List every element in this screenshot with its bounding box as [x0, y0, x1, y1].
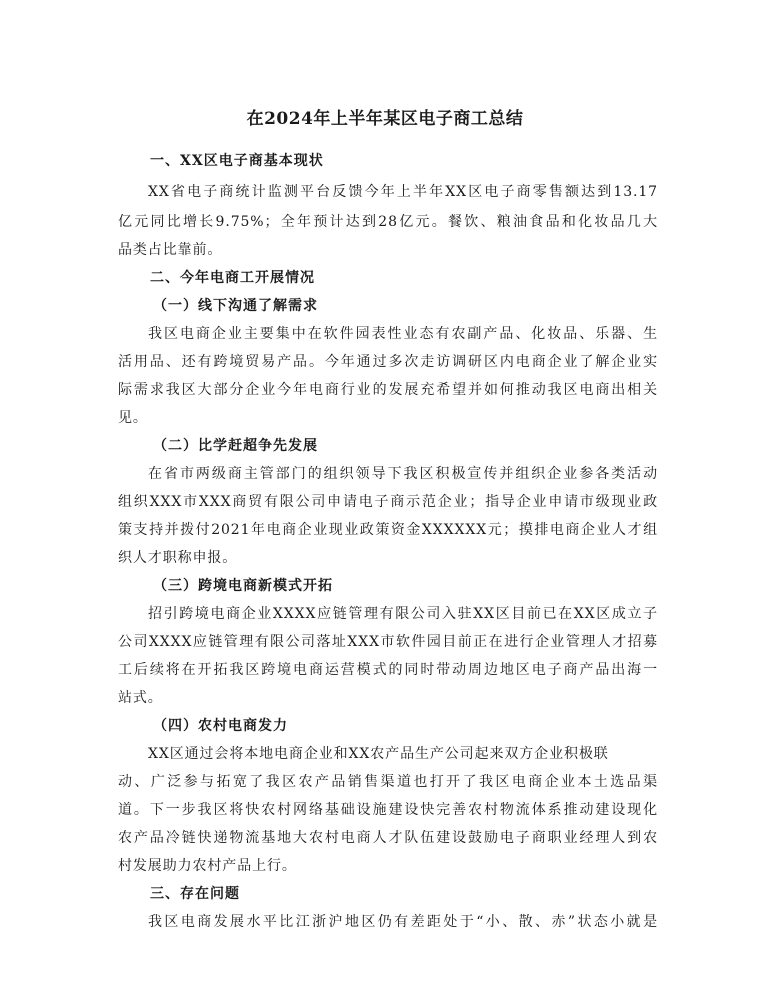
- subsection-2-line-2: 组织XXX市XXX商贸有限公司申请电子商示范企业；指导企业申请市级现业政: [118, 494, 658, 510]
- section-1-heading: 一、XX区电子商基本现状: [150, 153, 324, 169]
- section-1-line-1: XX省电子商统计监测平台反馈今年上半年XX区电子商零售额达到13.17: [148, 184, 658, 200]
- section-2-heading: 二、今年电商工开展情况: [150, 270, 315, 286]
- subsection-1-heading: （一）线下沟通了解需求: [153, 298, 318, 314]
- subsection-3-line-2: 公司XXXX应链管理有限公司落址XXX市软件园目前正在进行企业管理人才招募: [118, 634, 658, 650]
- section-1-line-2: 亿元同比增长9.75%；全年预计达到28亿元。餐饮、粮油食品和化妆品几大: [118, 214, 658, 230]
- subsection-1-line-1: 我区电商企业主要集中在软件园表性业态有农副产品、化妆品、乐器、生: [148, 326, 658, 342]
- subsection-1-line-4: 见。: [118, 410, 148, 426]
- subsection-4-line-5: 村发展助力农村产品上行。: [118, 858, 297, 874]
- subsection-3-line-1: 招引跨境电商企业XXXX应链管理有限公司入驻XX区目前已在XX区成立子: [148, 606, 658, 622]
- document-title: 在2024年上半年某区电子商工总结: [246, 109, 524, 129]
- subsection-4-line-3: 道。下一步我区将快农村网络基础设施建设快完善农村物流体系推动建设现化: [118, 802, 658, 818]
- subsection-1-line-2: 活用品、还有跨境贸易产品。今年通过多次走访调研区内电商企业了解企业实: [118, 354, 658, 370]
- subsection-4-line-2: 动、广泛参与拓宽了我区农产品销售渠道也打开了我区电商企业本土选品渠: [118, 774, 658, 790]
- subsection-4-line-1: XX区通过会将本地电商企业和XX农产品生产公司起来双方企业积极联: [148, 746, 609, 762]
- subsection-3-heading: （三）跨境电商新模式开拓: [153, 578, 333, 594]
- subsection-2-line-4: 织人才职称申报。: [118, 550, 238, 566]
- subsection-4-line-4: 农产品冷链快递物流基地大农村电商人才队伍建设鼓励电子商职业经理人到农: [118, 830, 658, 846]
- subsection-2-line-3: 策支持并拨付2021年电商企业现业政策资金XXXXXX元；摸排电商企业人才组: [118, 522, 658, 538]
- subsection-3-line-3: 工后续将在开拓我区跨境电商运营模式的同时带动周边地区电子商产品出海一: [118, 662, 658, 678]
- section-3-line-1: 我区电商发展水平比江浙沪地区仍有差距处于“小、散、赤”状态小就是: [148, 914, 658, 930]
- subsection-1-line-3: 际需求我区大部分企业今年电商行业的发展充希望并如何推动我区电商出相关: [118, 382, 658, 398]
- subsection-3-line-4: 站式。: [118, 690, 163, 706]
- subsection-2-heading: （二）比学赶超争先发展: [153, 438, 318, 454]
- section-3-heading: 三、存在问题: [150, 886, 240, 902]
- subsection-4-heading: （四）农村电商发力: [153, 718, 288, 734]
- subsection-2-line-1: 在省市两级商主管部门的组织领导下我区积极宣传并组织企业参各类活动: [148, 466, 658, 482]
- section-1-line-3: 品类占比靠前。: [118, 242, 223, 258]
